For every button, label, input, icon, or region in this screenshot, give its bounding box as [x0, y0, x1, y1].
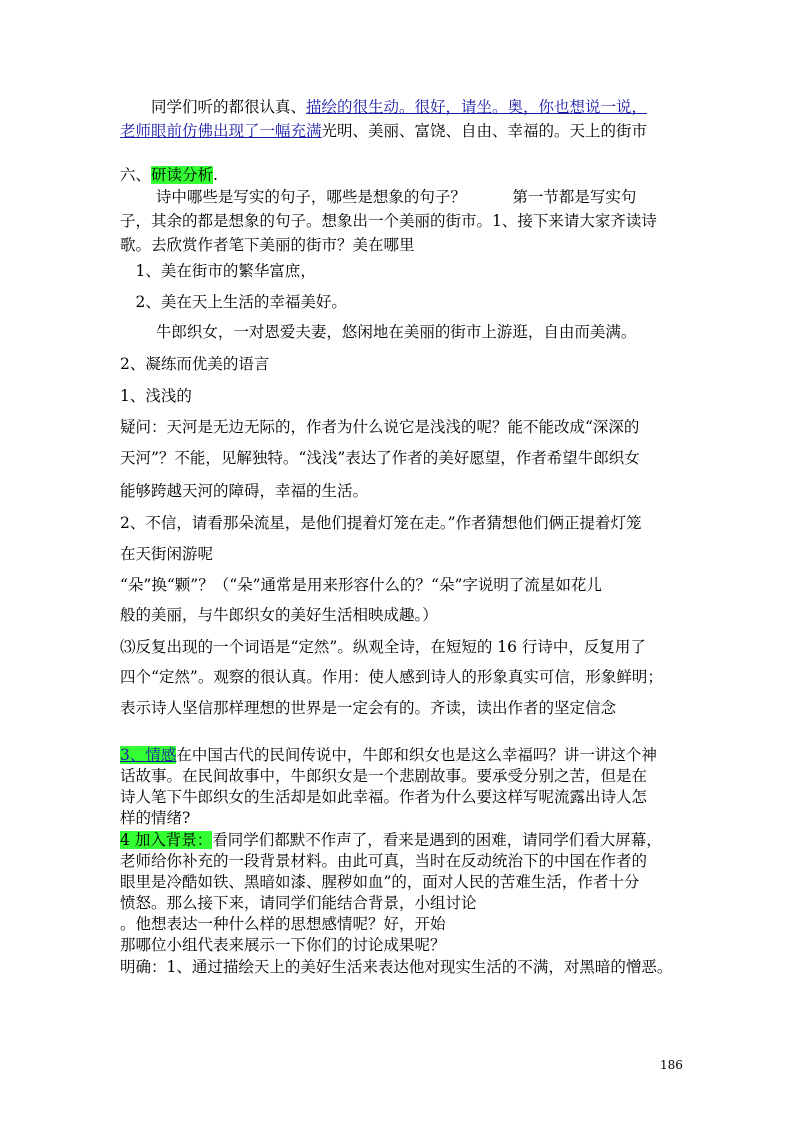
highlighted-text: 研读分析: [151, 166, 214, 184]
text-line: [120, 769, 647, 785]
text-line: [120, 516, 642, 532]
text-segment: 般的美丽，与牛郎织女的美好生活相映成趣。）: [120, 606, 438, 624]
text-segment: 那哪位小组代表来展示一下你们的讨论成果呢？: [120, 936, 446, 954]
text-line: [120, 960, 672, 976]
text-line: [120, 701, 616, 717]
section-heading: [120, 748, 657, 764]
text-line: [120, 640, 646, 656]
text-segment: 疑问：天河是无边无际的，作者为什么说它是浅浅的呢？能不能改成“深深的: [120, 418, 640, 436]
text-line: [120, 190, 636, 206]
text-segment: 1、浅浅的: [120, 387, 192, 405]
text-segment: 六、: [120, 166, 152, 184]
text-segment: 明确：1、通过描绘天上的美好生活来表达他对现实生活的不满，对黑暗的憎恶。: [120, 958, 673, 976]
text-line: [120, 420, 639, 436]
text-line: [120, 811, 190, 827]
text-segment: .: [213, 166, 218, 184]
text-segment: 样的情绪?: [120, 809, 191, 827]
text-segment: 1、美在街市的繁华富庶，: [120, 262, 316, 280]
text-line: [120, 389, 192, 405]
underlined-link-text: 描绘的很生动。很好，请坐。奥，你也想说一说，: [306, 98, 648, 116]
text-segment: 看同学们都默不作声了，看来是遇到的困难，请同学们看大屏幕，: [212, 831, 662, 849]
text-line: [120, 917, 446, 933]
text-segment: 天河”？不能，见解独特。“浅浅”表达了作者的美好愿望，作者希望牛郎织女: [120, 449, 640, 467]
text-segment: 2、凝练而优美的语言: [120, 355, 270, 373]
text-segment: 眼里是冷酷如铁、黑暗如漆、腥秽如血”的，面对人民的苦难生活，作者十分: [120, 873, 640, 891]
text-segment: 2、美在天上生活的幸福美好。: [120, 293, 347, 311]
text-segment: 牛郎织女，一对恩爱夫妻，悠闲地在美丽的街市上游逛，自由而美满。: [120, 323, 637, 341]
text-line: [120, 238, 415, 254]
text-segment: 诗人笔下牛郎织女的生活却是如此幸福。作者为什么要这样写呢流露出诗人怎: [120, 788, 648, 806]
text-segment: 光明、美丽、富饶、自由、幸福的。天上的街市: [321, 122, 648, 140]
text-segment: 同学们听的都很认真、: [120, 98, 307, 116]
text-line: [120, 124, 647, 140]
text-segment: 在天街闲游呢: [120, 545, 214, 563]
text-line: [120, 790, 647, 806]
section-heading: [120, 833, 662, 849]
text-segment: ⑶反复出现的一个词语是“定然”。纵观全诗，在短短的 16 行诗中，反复用了: [120, 638, 646, 656]
text-segment: 老师给你补充的一段背景材料。由此可真，当时在反动统治下的中国在作者的: [120, 852, 648, 870]
text-line: [120, 578, 602, 594]
text-line: [120, 484, 368, 500]
text-line: [120, 295, 347, 311]
text-segment: 在中国古代的民间传说中，牛郎和织女也是这么幸福吗？讲一讲这个神: [176, 746, 657, 764]
text-segment: 子，其余的都是想象的句子。想象出一个美丽的街市。1、接下来请大家齐读诗: [120, 212, 657, 230]
text-line: [120, 896, 477, 912]
text-segment: 能够跨越天河的障碍，幸福的生活。: [120, 482, 369, 500]
text-line: [120, 547, 213, 563]
text-segment: 。他想表达一种什么样的思想感情呢？好，开始: [120, 915, 446, 933]
text-segment: 四个“定然”。观察的很认真。作用：使人感到诗人的形象真实可信，形象鲜明；: [120, 668, 663, 686]
text-line: [120, 451, 640, 467]
text-line: [120, 214, 657, 230]
text-line: [120, 264, 316, 280]
page-number: 186: [660, 1058, 683, 1072]
text-line: [120, 938, 446, 954]
text-line: [120, 670, 663, 686]
text-segment: 歌。去欣赏作者笔下美丽的街市？美在哪里: [120, 236, 415, 254]
text-segment: 2、不信，请看那朵流星，是他们提着灯笼在走。”作者猜想他们俩正提着灯笼: [120, 514, 642, 532]
text-line: [120, 357, 269, 373]
text-line: [120, 100, 647, 116]
section-heading: [120, 168, 218, 184]
text-line: [120, 325, 636, 341]
text-segment: 愤怒。那么接下来，请同学们能结合背景，小组讨论: [120, 894, 477, 912]
text-line: [120, 875, 639, 891]
text-segment: 话故事。在民间故事中，牛郎织女是一个悲剧故事。要承受分别之苦，但是在: [120, 767, 648, 785]
text-line: [120, 854, 647, 870]
text-segment: 诗中哪些是写实的句子，哪些是想象的句子？ 第一节都是写实句: [120, 188, 637, 206]
highlighted-text: 4 加入背景：: [120, 831, 213, 849]
text-line: [120, 608, 438, 624]
highlighted-text: 3、情感: [120, 746, 177, 764]
underlined-link-text: 老师眼前仿佛出现了一幅充满: [120, 122, 322, 140]
text-segment: “朵”换“颗”？（“朵”通常是用来形容什么的？“朵”字说明了流星如花儿: [120, 576, 602, 594]
text-segment: 表示诗人坚信那样理想的世界是一定会有的。齐读，读出作者的坚定信念: [120, 699, 617, 717]
